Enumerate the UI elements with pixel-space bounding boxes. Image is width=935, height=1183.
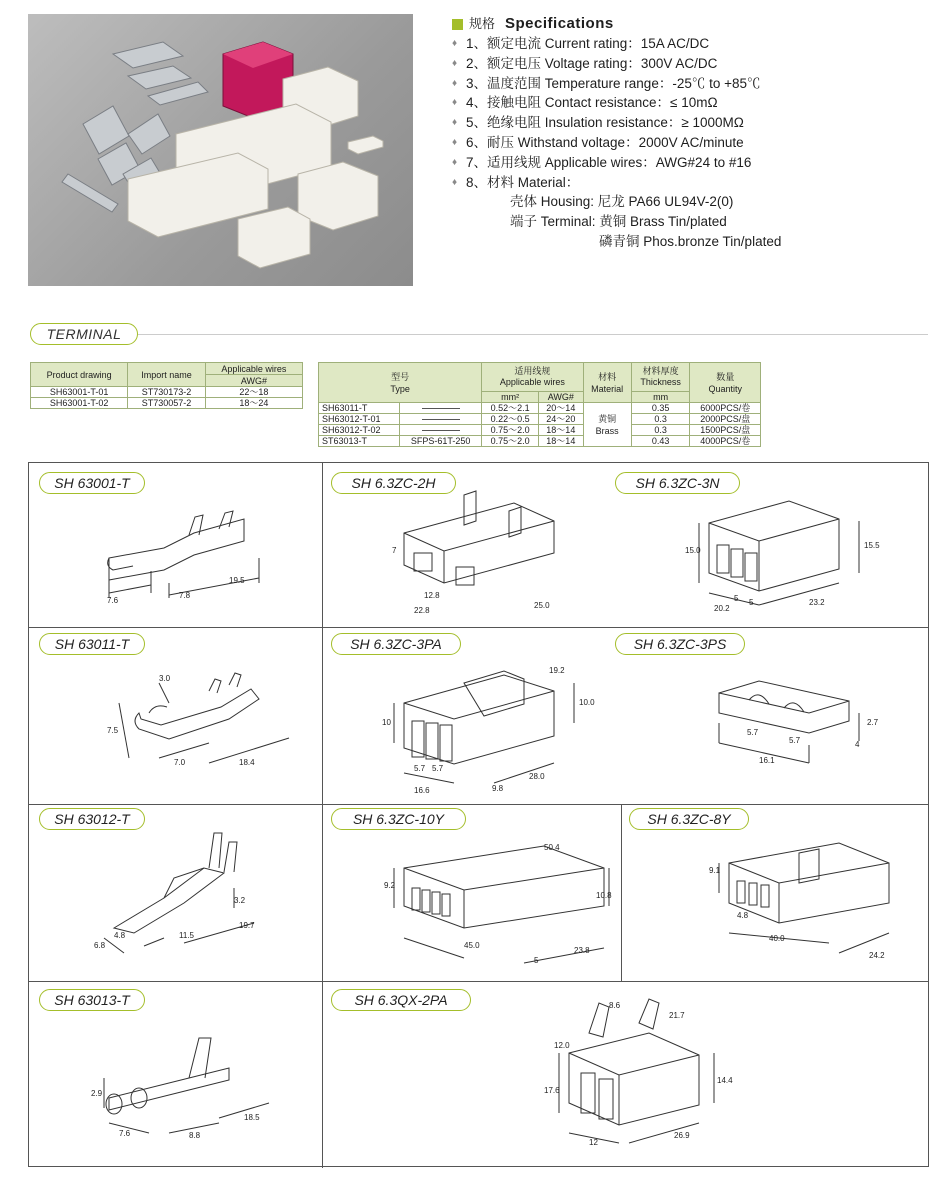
material-value-cn: 黄铜	[598, 413, 617, 424]
dimension-label: 6.8	[94, 941, 106, 950]
dimension-label: 21.7	[669, 1011, 685, 1020]
dimension-label: 8.6	[609, 1001, 621, 1010]
spec-line	[452, 93, 922, 113]
part-label: SH 6.3ZC-8Y	[629, 808, 749, 830]
grid-divider	[29, 627, 928, 628]
spec-phos: 磷青铜 Phos.bronze Tin/plated	[599, 233, 782, 249]
spec-line	[452, 74, 922, 94]
part-label: SH 6.3ZC-3PS	[615, 633, 745, 655]
dimension-label: 10	[382, 718, 391, 727]
table-header	[631, 363, 690, 392]
spec-text: 3、温度范围 Temperature range：-25℃ to +85℃	[466, 75, 761, 91]
diamond-icon: ♦	[452, 57, 458, 69]
table-cell: ST730057-2	[128, 398, 206, 409]
table-header: mm²	[482, 391, 539, 402]
spec-text: 8、材料 Material：	[466, 174, 580, 190]
connector-photo-illustration	[28, 14, 413, 286]
diamond-icon: ♦	[452, 176, 458, 188]
dimension-label: 7.0	[174, 758, 186, 767]
table-cell: SH63001-T-01	[31, 387, 128, 398]
dimension-label: 40.0	[769, 934, 785, 943]
drawing-svg	[99, 663, 299, 793]
part-label: SH 63001-T	[39, 472, 145, 494]
wires-cn: 适用线规	[514, 365, 551, 376]
table-cell: 24～20	[539, 414, 584, 425]
table-cell: 0.75～2.0	[482, 436, 539, 447]
drawing-svg	[679, 493, 894, 623]
dimension-label: 19.2	[549, 666, 565, 675]
dimension-label: 5.7	[789, 736, 801, 745]
table-header: AWG#	[539, 391, 584, 402]
dimension-label: 24.2	[869, 951, 885, 960]
spec-text: 7、适用线规 Applicable wires：AWG#24 to #16	[466, 154, 752, 170]
spec-text: 2、额定电压 Voltage rating：300V AC/DC	[466, 55, 718, 71]
housing-drawing-8y	[709, 833, 909, 973]
table-cell: SH63001-T-02	[31, 398, 128, 409]
dimension-label: 17.6	[544, 1086, 560, 1095]
qty-en: Quantity	[708, 383, 742, 394]
spec-heading-en: Specifications	[505, 15, 614, 32]
dimension-label: 23.2	[809, 598, 825, 607]
spec-text: 5、绝缘电阻 Insulation resistance：≥ 1000MΩ	[466, 115, 744, 131]
table-cell: 0.22～0.5	[482, 414, 539, 425]
spec-line	[452, 34, 922, 54]
table-row	[31, 398, 303, 409]
dimension-label: 7.6	[107, 596, 119, 605]
material-value-en: Brass	[595, 425, 619, 436]
material-cn: 材料	[598, 371, 617, 382]
table-cell: 0.43	[631, 436, 690, 447]
dimension-label: 18.5	[244, 1113, 260, 1122]
dimension-label: 7.8	[179, 591, 191, 600]
specifications	[452, 14, 922, 252]
dimension-label: 7.6	[119, 1129, 131, 1138]
product-photo	[28, 14, 413, 286]
dimension-label: 25.0	[534, 601, 550, 610]
table-cell	[399, 425, 481, 436]
spec-line	[452, 54, 922, 74]
table-cell: 18～14	[539, 425, 584, 436]
type-cn: 型号	[391, 371, 410, 382]
table-row	[319, 403, 761, 414]
table-cell	[399, 414, 481, 425]
spec-terminal: 端子 Terminal: 黄铜 Brass Tin/plated	[510, 214, 727, 230]
terminal-drawing-63012	[84, 828, 304, 978]
dimension-label: 12.8	[424, 591, 440, 600]
dimension-label: 23.8	[574, 946, 590, 955]
part-label: SH 6.3ZC-10Y	[331, 808, 466, 830]
table-row	[319, 425, 761, 436]
terminal-drawing-63013	[89, 1018, 299, 1158]
drawing-svg	[709, 833, 909, 973]
table-row	[319, 436, 761, 447]
dimension-label: 14.4	[717, 1076, 733, 1085]
diamond-icon: ♦	[452, 117, 458, 129]
housing-drawing-10y	[384, 838, 614, 978]
drawing-svg	[89, 503, 289, 618]
drawing-svg	[384, 838, 614, 978]
housing-drawing-3n	[679, 493, 894, 623]
grid-divider	[29, 804, 928, 805]
dimension-label: 12.0	[554, 1041, 570, 1050]
drawing-svg	[84, 828, 304, 978]
green-square-icon	[452, 19, 463, 30]
table-header	[690, 363, 761, 403]
table-cell: 1500PCS/盘	[690, 425, 761, 436]
part-label: SH 63013-T	[39, 989, 145, 1011]
table-header: mm	[631, 391, 690, 402]
material-en: Material	[591, 383, 624, 394]
table-cell: 0.52～2.1	[482, 403, 539, 414]
terminal-drawing-63001	[89, 503, 289, 618]
dimension-label: 3.0	[159, 674, 171, 683]
dimension-label: 10.8	[596, 891, 612, 900]
table-header: Applicable wires	[205, 363, 302, 375]
thick-en: Thickness	[640, 376, 681, 387]
part-label: SH 6.3ZC-2H	[331, 472, 456, 494]
diamond-icon: ♦	[452, 156, 458, 168]
terminal-banner: TERMINAL	[30, 323, 138, 345]
part-label: SH 63012-T	[39, 808, 145, 830]
housing-drawing-qx-2pa	[519, 993, 749, 1163]
dimension-label: 15.5	[864, 541, 880, 550]
table-cell: 6000PCS/卷	[690, 403, 761, 414]
terminal-table-1	[30, 362, 303, 409]
dimension-label: 22.8	[414, 606, 430, 615]
table-cell: 18～24	[205, 398, 302, 409]
thick-cn: 材料厚度	[642, 365, 679, 376]
dimension-label: 2.9	[91, 1089, 103, 1098]
dimension-label: 15.0	[685, 546, 701, 555]
table-cell: 2000PCS/盘	[690, 414, 761, 425]
table-cell: 20～14	[539, 403, 584, 414]
drawings-grid	[28, 462, 929, 1167]
dimension-label: 9.2	[384, 881, 396, 890]
table-cell: 0.3	[631, 425, 690, 436]
dimension-label: 18.4	[239, 758, 255, 767]
table-header	[319, 363, 482, 403]
terminal-table-2	[318, 362, 761, 447]
spec-line	[452, 153, 922, 173]
table-cell: 18～14	[539, 436, 584, 447]
dimension-label: 2.7	[867, 718, 879, 727]
dimension-label: 3.2	[234, 896, 246, 905]
table-cell: SH63012-T-01	[319, 414, 400, 425]
dimension-label: 20.2	[714, 604, 730, 613]
dash-line	[422, 430, 460, 431]
table-header	[482, 363, 583, 392]
table-cell: SH63011-T	[319, 403, 400, 414]
spec-line	[452, 133, 922, 153]
dimension-label: 16.1	[759, 756, 775, 765]
table-cell: ST63013-T	[319, 436, 400, 447]
table-cell: 0.75～2.0	[482, 425, 539, 436]
spec-housing: 壳体 Housing: 尼龙 PA66 UL94V-2(0)	[510, 194, 734, 210]
dimension-label: 19.5	[229, 576, 245, 585]
part-label: SH 6.3ZC-3PA	[331, 633, 461, 655]
type-en: Type	[390, 383, 410, 394]
spec-text: 6、耐压 Withstand voltage：2000V AC/minute	[466, 134, 744, 150]
housing-drawing-2h	[384, 483, 604, 623]
table-cell: 4000PCS/卷	[690, 436, 761, 447]
table-row	[319, 414, 761, 425]
dimension-label: 45.0	[464, 941, 480, 950]
drawing-svg	[519, 993, 749, 1163]
dimension-label: 9.1	[709, 866, 721, 875]
dimension-label: 7	[392, 546, 397, 555]
diamond-icon: ♦	[452, 38, 458, 49]
diamond-icon: ♦	[452, 97, 458, 109]
dimension-label: 9.8	[492, 784, 504, 793]
divider	[138, 334, 928, 335]
spec-heading	[452, 14, 922, 34]
dimension-label: 5	[534, 956, 539, 965]
drawing-svg	[384, 483, 604, 623]
dimension-label: 8.8	[189, 1131, 201, 1140]
diamond-icon: ♦	[452, 77, 458, 89]
table-cell: SFPS-61T-250	[399, 436, 481, 447]
part-label: SH 6.3QX-2PA	[331, 989, 471, 1011]
spec-line	[452, 173, 922, 193]
dimension-label: 5.7	[432, 764, 444, 773]
dimension-label: 50.4	[544, 843, 560, 852]
qty-cn: 数量	[716, 371, 735, 382]
table-header: AWG#	[205, 375, 302, 387]
table-cell: 0.35	[631, 403, 690, 414]
spec-text: 4、接触电阻 Contact resistance：≤ 10mΩ	[466, 95, 718, 111]
terminal-drawing-63011	[99, 663, 299, 793]
dimension-label: 26.9	[674, 1131, 690, 1140]
housing-drawing-3ps	[689, 663, 899, 793]
spec-heading-cn: 规格	[469, 16, 496, 31]
part-label: SH 63011-T	[39, 633, 145, 655]
table-row	[31, 387, 303, 398]
spec-text: 1、额定电流 Current rating：15A AC/DC	[466, 36, 710, 51]
dimension-label: 4.8	[737, 911, 749, 920]
dimension-label: 16.6	[414, 786, 430, 795]
dimension-label: 12	[589, 1138, 598, 1147]
dimension-label: 5.7	[747, 728, 759, 737]
dimension-label: 4.8	[114, 931, 126, 940]
dash-line	[422, 419, 460, 420]
table-cell	[399, 403, 481, 414]
grid-divider	[322, 463, 323, 1168]
drawing-svg	[89, 1018, 299, 1158]
dimension-label: 5	[749, 598, 754, 607]
dimension-label: 7.5	[107, 726, 119, 735]
table-cell: SH63012-T-02	[319, 425, 400, 436]
housing-drawing-3pa	[374, 643, 614, 798]
table-cell: 22～18	[205, 387, 302, 398]
table-header: Import name	[128, 363, 206, 387]
grid-divider	[29, 981, 928, 982]
table-cell	[583, 403, 631, 447]
table-cell: 0.3	[631, 414, 690, 425]
drawing-svg	[374, 643, 614, 798]
table-cell: ST730173-2	[128, 387, 206, 398]
table-header	[583, 363, 631, 403]
diamond-icon: ♦	[452, 136, 458, 148]
drawing-svg	[689, 663, 899, 793]
spec-line	[452, 113, 922, 133]
dimension-label: 19.7	[239, 921, 255, 930]
dimension-label: 5	[734, 594, 739, 603]
grid-divider	[621, 804, 622, 981]
dimension-label: 4	[855, 740, 860, 749]
dimension-label: 10.0	[579, 698, 595, 707]
part-label: SH 6.3ZC-3N	[615, 472, 740, 494]
table-header: Product drawing	[31, 363, 128, 387]
wires-en: Applicable wires	[499, 376, 565, 387]
dimension-label: 28.0	[529, 772, 545, 781]
dimension-label: 5.7	[414, 764, 426, 773]
dimension-label: 11.5	[179, 931, 194, 940]
dash-line	[422, 408, 460, 409]
